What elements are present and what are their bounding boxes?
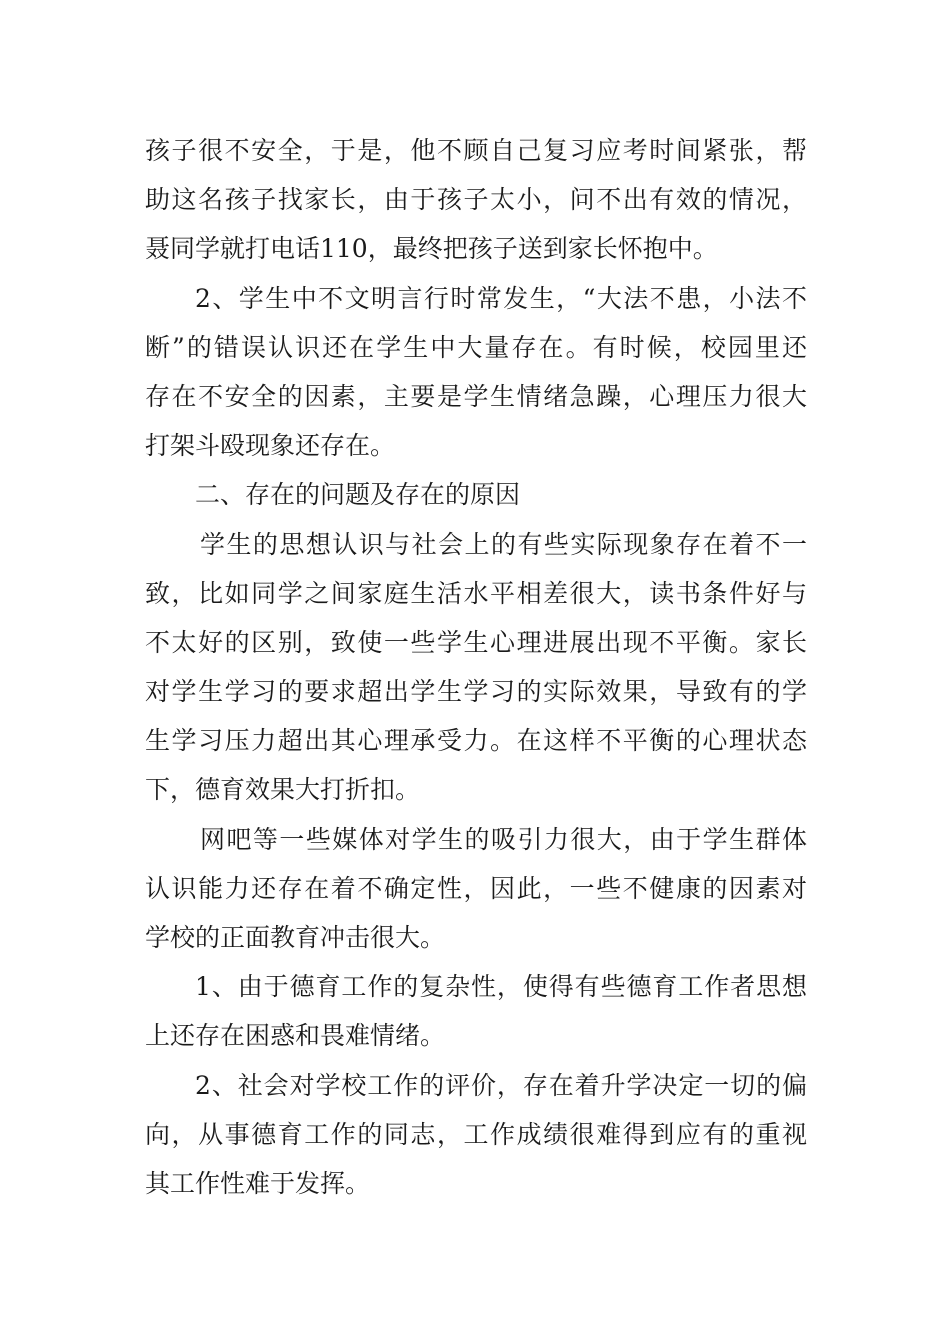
text-line: 生学习压力超出其心理承受力。在这样不平衡的心理状态 [145,726,807,756]
text-line: 1、由于德育工作的复杂性，使得有些德育工作者思想 [195,972,807,1002]
text-line: 向，从事德育工作的同志，工作成绩很难得到应有的重视 [145,1119,807,1149]
text-line: 下，德育效果大打折扣。 [145,775,421,805]
text-line: 聂同学就打电话110，最终把孩子送到家长怀抱中。 [145,234,718,264]
text-line: 对学生学习的要求超出学生学习的实际效果，导致有的学 [145,677,807,707]
text-line: 助这名孩子找家长，由于孩子太小，问不出有效的情况， [145,185,807,215]
text-line: 存在不安全的因素，主要是学生情绪急躁，心理压力很大 [145,381,807,411]
text-line: 网吧等一些媒体对学生的吸引力很大，由于学生群体 [200,824,807,854]
text-line: 上还存在困惑和畏难情绪。 [145,1021,446,1051]
text-line: 不太好的区别，致使一些学生心理进展出现不平衡。家长 [145,627,807,657]
text-line: 打架斗殴现象还存在。 [145,431,396,461]
body-text [145,126,807,1208]
text-line: 学校的正面教育冲击很大。 [145,923,446,952]
text-line: 致，比如同学之间家庭生活水平相差很大，读书条件好与 [145,578,807,608]
text-line: 2、学生中不文明言行时常发生，“大法不患，小法不 [195,283,807,313]
section-heading: 二、存在的问题及存在的原因 [195,480,521,510]
text-line: 2、社会对学校工作的评价，存在着升学决定一切的偏 [195,1070,807,1100]
text-line: 其工作性难于发挥。 [145,1168,371,1198]
text-line: 认识能力还存在着不确定性，因此，一些不健康的因素对 [145,873,807,903]
text-line: 学生的思想认识与社会上的有些实际现象存在着不一 [200,529,807,559]
text-line: 断”的错误认识还在学生中大量存在。有时候，校园里还 [145,332,807,362]
text-line: 孩子很不安全，于是，他不顾自己复习应考时间紧张，帮 [145,136,807,165]
